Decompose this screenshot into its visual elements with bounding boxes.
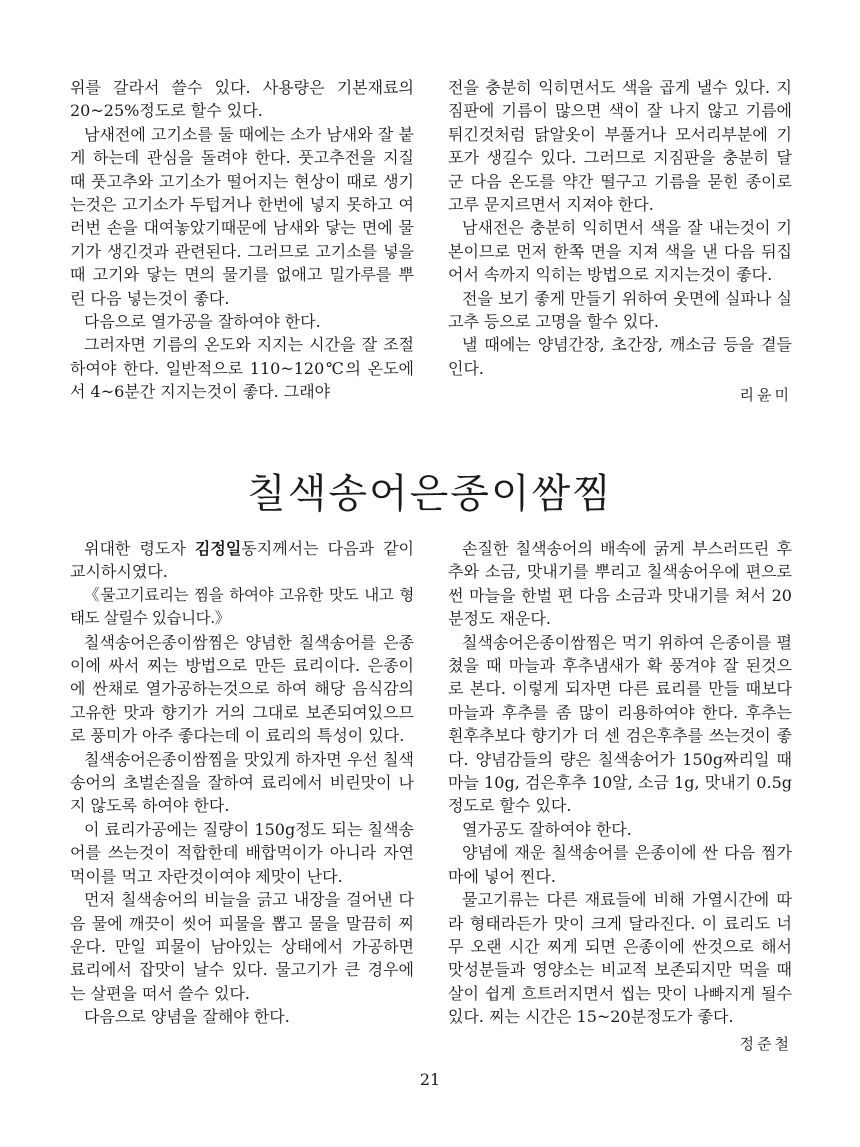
paragraph: 열가공도 잘하여야 한다. xyxy=(462,819,632,839)
intro-paragraph xyxy=(70,537,414,584)
article-title: 칠색송어은종이쌈찜 xyxy=(247,471,613,517)
paragraph: 남새전은 충분히 익히면서 색을 잘 내는것이 기본이므로 먼저 한쪽 면을 지져 색을 낸 다음 뒤집어서 속까지 익히는 방법으로 지지는것이 좋다. xyxy=(448,218,792,285)
paragraph: 낼 때에는 양념간장, 초간장, 깨소금 등을 곁들인다. xyxy=(448,335,792,378)
paragraph: 다음으로 양념을 잘해야 한다. xyxy=(84,1007,290,1027)
paragraph: 먼저 칠색송어의 비늘을 긁고 내장을 걸어낸 다음 물에 깨끗이 씻어 피물을 뽑고 물을 말끔히 찌운다. 만일 피물이 남아있는 상태에서 가공하면 료리에서 잡맛이 날수 있다. 물고기가 큰 경우에는 살편을 떠서 쓸수 있다. xyxy=(70,890,414,1003)
author-signature: 정준철 xyxy=(739,1034,792,1053)
paragraph: 양념에 재운 칠색송어를 은종이에 싼 다음 찜가마에 넣어 찐다. xyxy=(448,843,792,886)
bottom-right-column xyxy=(448,537,792,1056)
quotation: 《물고기료리는 찜을 하여야 고유한 맛도 내고 형태도 살릴수 있습니다.》 xyxy=(70,585,414,628)
paragraph: 다음으로 열가공을 잘하여야 한다. xyxy=(84,312,321,332)
intro-text: 동지께서는 다음과 같이 교시하시였다. xyxy=(70,539,414,582)
paragraph: 칠색송어은종이쌈찜은 양념한 칠색송어를 은종이에 싸서 찌는 방법으로 만든 료리이다. 은종이에 싼채로 열가공하는것으로 하여 해당 음식감의 고유한 맛과 향기가 거의 그대로 보존되여있으므로 풍미가 아주 좋다는데 이 료리의 특성이 있다. xyxy=(70,632,414,746)
paragraph: 이 료리가공에는 질량이 150g정도 되는 칠색송어를 쓰는것이 적합한데 배합먹이가 아니라 자연먹이를 먹고 자란것이여야 제맛이 난다. xyxy=(70,819,414,886)
paragraph: 전을 보기 좋게 만들기 위하여 웃면에 실파나 실고추 등으로 고명을 할수 있다. xyxy=(448,288,792,332)
paragraph: 전을 충분히 익히면서도 색을 곱게 낼수 있다. 지짐판에 기름이 많으면 색이 잘 나지 않고 기름에 튀긴것처럼 닭알옷이 부풀거나 모서리부분에 기포가 생길수 있다. 그러므로 지짐판을 충분히 달군 다음 온도를 약간 떨구고 기름을 묻힌 종이로 고루 문지르면서 지져야 한다. xyxy=(448,78,792,215)
paragraph: 남새전에 고기소를 둘 때에는 소가 남새와 잘 붙게 하는데 관심을 돌려야 한다. 풋고추전을 지질 때 풋고추와 고기소가 떨어지는 현상이 때로 생기는것은 고기소가 두텁거나 한번에 넣지 못하고 여러번 손을 대여놓았기때문에 남새와 닿는 면에 물기가 생긴것과 관련된다. 그러므로 고기소를 넣을 때 고기와 닿는 면의 물기를 없애고 밀가루를 뿌린 다음 넣는것이 좋다. xyxy=(70,124,414,308)
paragraph: 칠색송어은종이쌈찜을 맛있게 하자면 우선 칠색송어의 초벌손질을 잘하여 료리에서 비린맛이 나지 않도록 하여야 한다. xyxy=(70,749,414,816)
paragraph: 손질한 칠색송어의 배속에 굵게 부스러뜨린 후추와 소금, 맛내기를 뿌리고 칠색송어우에 편으로 썬 마늘을 한벌 편 다음 소금과 맛내기를 쳐서 20분정도 재운다. xyxy=(448,539,792,629)
paragraph: 위를 갈라서 쓸수 있다. 사용량은 기본재료의 20~25%정도로 할수 있다. xyxy=(70,78,414,121)
page-number: 21 xyxy=(419,1070,441,1089)
bottom-left-column xyxy=(70,537,414,1029)
intro-text: 위대한 령도자 xyxy=(84,539,195,558)
paragraph: 물고기류는 다른 재료들에 비해 가열시간에 따라 형태라든가 맛이 크게 달라진다. 이 료리도 너무 오랜 시간 찌게 되면 은종이에 싼것으로 해서 맛성분들과 영양소는 비교적 보존되지만 먹을 때 살이 쉽게 흐트러지면서 씹는 맛이 나빠지게 될수 있다. 찌는 시간은 15~20분정도가 좋다. xyxy=(448,890,792,1027)
author-signature: 리윤미 xyxy=(739,386,792,405)
leader-name: 김정일 xyxy=(194,539,242,558)
top-left-column xyxy=(70,76,414,404)
top-right-column xyxy=(448,76,792,408)
paragraph: 칠색송어은종이쌈찜은 먹기 위하여 은종이를 펼쳤을 때 마늘과 후추냄새가 확 풍겨야 잘 된것으로 본다. 이렇게 되자면 다른 료리를 만들 때보다 마늘과 후추를 좀 많이 리용하여야 한다. 후추는 흰후추보다 향기가 더 센 검은후추를 쓰는것이 좋다. 양념감들의 량은 칠색송어가 150g짜리일 때 마늘 10g, 검은후추 10알, 소금 1g, 맛내기 0.5g정도로 할수 있다. xyxy=(448,632,792,816)
paragraph: 그러자면 기름의 온도와 지지는 시간을 잘 조절하여야 한다. 일반적으로 110~120℃의 온도에서 4~6분간 지지는것이 좋다. 그래야 xyxy=(70,335,414,402)
